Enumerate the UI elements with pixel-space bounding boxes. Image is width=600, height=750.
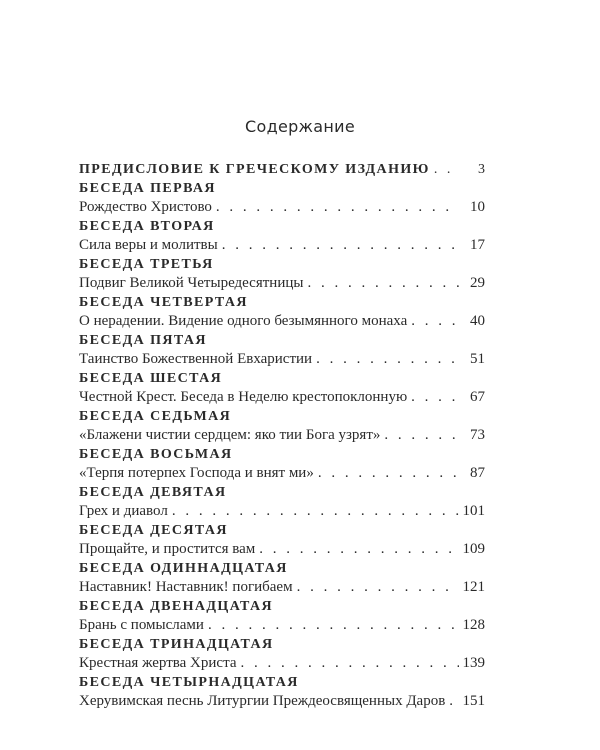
toc-entry-title: Прощайте, и простится вам: [79, 541, 256, 557]
toc-entry[interactable]: [79, 559, 485, 597]
toc-entry-title: Рождество Христово: [79, 199, 212, 215]
toc-entry[interactable]: [79, 521, 485, 559]
leader-dots: [259, 540, 458, 559]
leader-dots: [449, 692, 458, 711]
toc-page-number: 151: [462, 693, 485, 709]
leader-dots: [297, 578, 459, 597]
toc-entry-heading: БЕСЕДА ВТОРАЯ: [79, 219, 215, 234]
toc-entry-heading: БЕСЕДА ТРИНАДЦАТАЯ: [79, 637, 274, 652]
leader-dots: [384, 426, 459, 445]
toc-entry[interactable]: [79, 597, 485, 635]
leader-dots: [411, 312, 459, 331]
toc-page-number: 17: [470, 237, 485, 253]
toc-entry[interactable]: [79, 331, 485, 369]
leader-dots: [307, 274, 459, 293]
toc-entry-heading: БЕСЕДА ПЕРВАЯ: [79, 181, 216, 196]
toc-page-number: 109: [462, 541, 485, 557]
toc-entry-heading: БЕСЕДА ДЕСЯТАЯ: [79, 523, 228, 538]
toc-page-number: 3: [478, 162, 485, 177]
toc-entry-title: Грех и диавол: [79, 503, 168, 519]
toc-entry-title: Херувимская песнь Литургии Преждеосвященных Даров: [79, 693, 446, 709]
toc-page-number: 139: [462, 655, 485, 671]
toc-entry-title: Сила веры и молитвы: [79, 237, 218, 253]
toc-preface[interactable]: [79, 160, 485, 179]
leader-dots: [208, 616, 459, 635]
toc-page-number: 128: [462, 617, 485, 633]
toc-entry-title: Честной Крест. Беседа в Неделю крестопоклонную: [79, 389, 408, 405]
leader-dots: [172, 502, 459, 521]
toc-entry-title: «Терпя потерпех Господа и внят ми»: [79, 465, 314, 481]
toc-entry-heading: БЕСЕДА ЧЕТЫРНАДЦАТАЯ: [79, 675, 299, 690]
toc-page-number: 101: [462, 503, 485, 519]
toc-page-number: 29: [470, 275, 485, 291]
leader-dots: [434, 160, 459, 179]
toc-entry[interactable]: [79, 483, 485, 521]
toc-entry-heading: БЕСЕДА ДЕВЯТАЯ: [79, 485, 227, 500]
toc-page-number: 10: [470, 199, 485, 215]
toc-page-number: 40: [470, 313, 485, 329]
toc-entry[interactable]: [79, 407, 485, 445]
leader-dots: [240, 654, 458, 673]
toc-entry-heading: БЕСЕДА СЕДЬМАЯ: [79, 409, 232, 424]
toc-page-number: 51: [470, 351, 485, 367]
toc-entry-title: Крестная жертва Христа: [79, 655, 237, 671]
toc-entry-heading: БЕСЕДА ВОСЬМАЯ: [79, 447, 233, 462]
toc-entry[interactable]: [79, 293, 485, 331]
toc-entry-title: Подвиг Великой Четыредесятницы: [79, 275, 304, 291]
toc-entry-heading: БЕСЕДА ТРЕТЬЯ: [79, 257, 214, 272]
toc-entry[interactable]: [79, 673, 485, 711]
toc-entry[interactable]: [79, 217, 485, 255]
toc-entry-title: Наставник! Наставник! погибаем: [79, 579, 293, 595]
toc-entry-heading: БЕСЕДА ОДИННАДЦАТАЯ: [79, 561, 288, 576]
leader-dots: [318, 464, 459, 483]
toc-page-number: 73: [470, 427, 485, 443]
toc-entry[interactable]: [79, 445, 485, 483]
leader-dots: [216, 198, 459, 217]
toc-page-number: 121: [462, 579, 485, 595]
toc-entry-title: О нерадении. Видение одного безымянного монаха: [79, 313, 408, 329]
toc-entry-title: Таинство Божественной Евхаристии: [79, 351, 313, 367]
toc-entry[interactable]: [79, 635, 485, 673]
toc-entry[interactable]: [79, 179, 485, 217]
toc-entry[interactable]: [79, 255, 485, 293]
leader-dots: [411, 388, 459, 407]
toc-entry-title: «Блажени чистии сердцем: яко тии Бога узрят»: [79, 427, 381, 443]
toc-page-number: 87: [470, 465, 485, 481]
leader-dots: [222, 236, 459, 255]
toc-entry-title: Брань с помыслами: [79, 617, 204, 633]
toc-entry-heading: БЕСЕДА ПЯТАЯ: [79, 333, 207, 348]
table-of-contents: [79, 160, 485, 711]
toc-entry-heading: БЕСЕДА ЧЕТВЕРТАЯ: [79, 295, 248, 310]
page-title: Содержание: [245, 117, 355, 136]
toc-entry[interactable]: [79, 369, 485, 407]
toc-entry-heading: БЕСЕДА ШЕСТАЯ: [79, 371, 223, 386]
toc-page-number: 67: [470, 389, 485, 405]
toc-preface-label: ПРЕДИСЛОВИЕ К ГРЕЧЕСКОМУ ИЗДАНИЮ: [79, 162, 430, 177]
toc-entry-heading: БЕСЕДА ДВЕНАДЦАТАЯ: [79, 599, 274, 614]
leader-dots: [316, 350, 459, 369]
